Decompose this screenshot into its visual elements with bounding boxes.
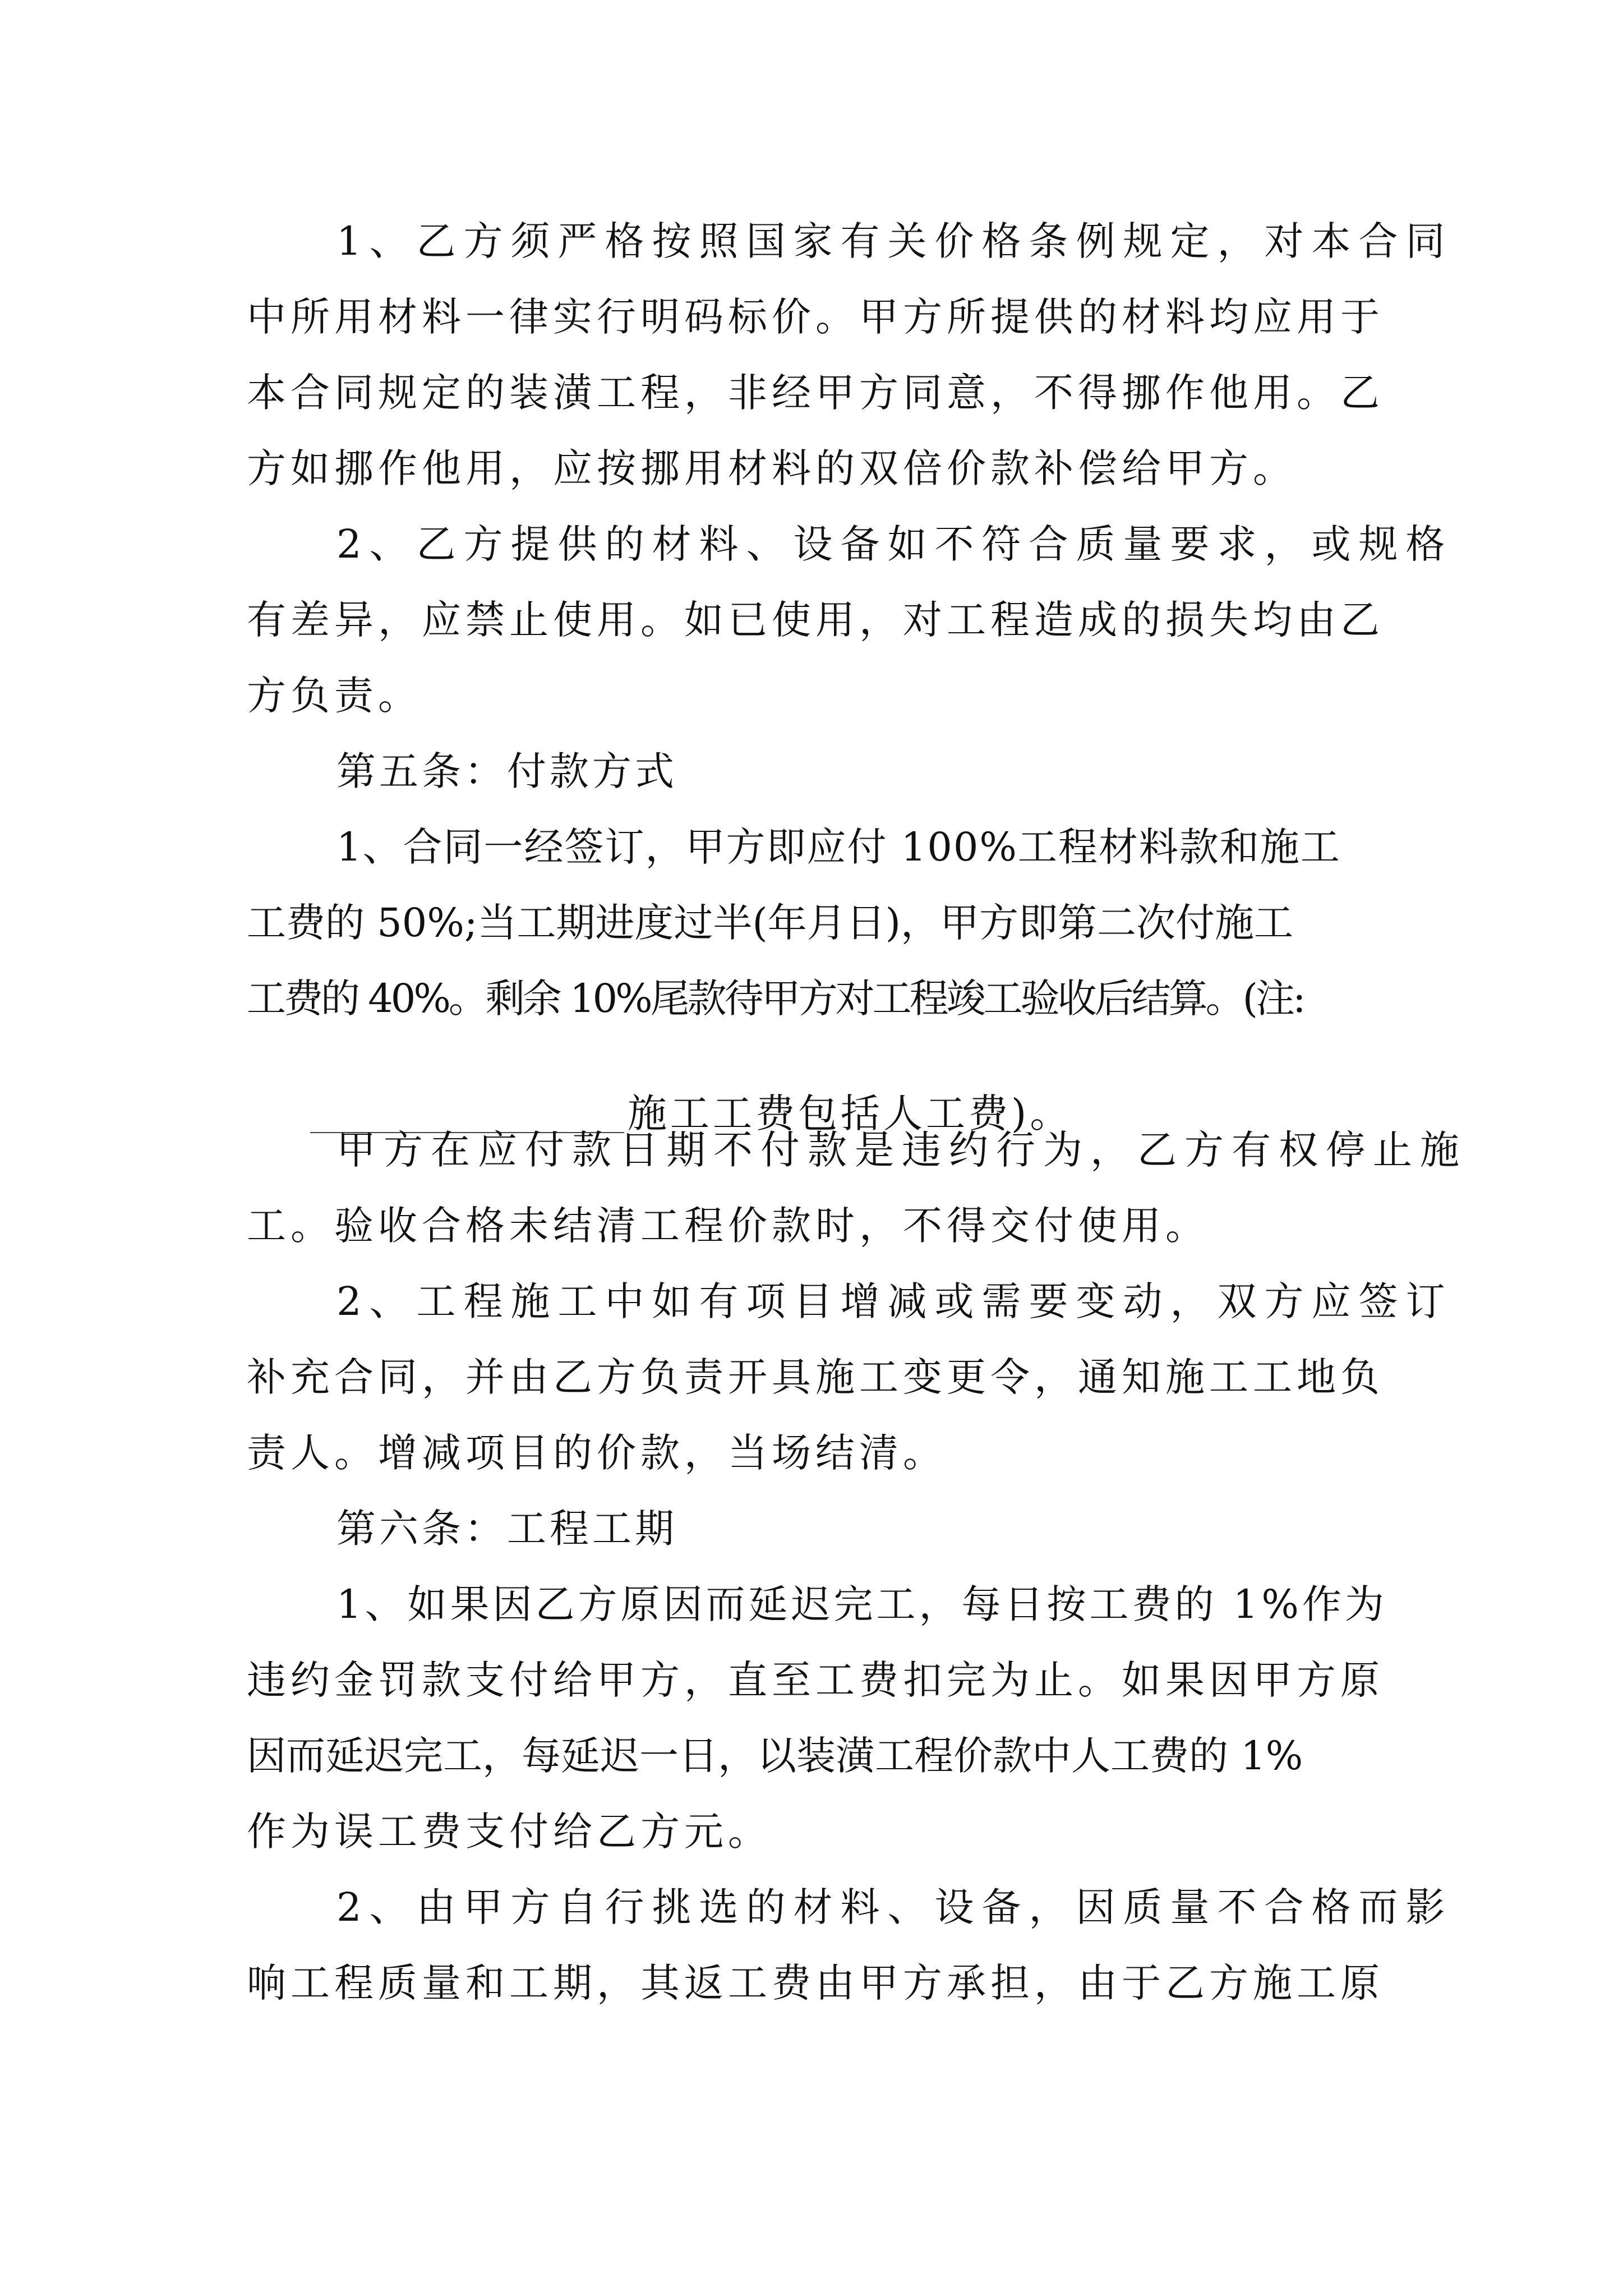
text-line-6: 有差异，应禁止使用。如已使用，对工程造成的损失均由乙 [247, 597, 1384, 643]
text-line-4: 方如挪作他用，应按挪用材料的双倍价款补偿给甲方。 [247, 445, 1297, 491]
text-line-24: 响工程质量和工期，其返工费由甲方承担，由于乙方施工原 [247, 1960, 1384, 2006]
text-line-13: 甲方在应付款日期不付款是违约行为，乙方有权停止施 [336, 1127, 1467, 1173]
text-line-1: 1、乙方须严格按照国家有关价格条例规定，对本合同 [336, 218, 1453, 264]
section-heading-schedule: 第六条：工程工期 [336, 1506, 677, 1552]
text-line-22: 作为误工费支付给乙方元。 [247, 1809, 772, 1855]
text-line-2: 中所用材料一律实行明码标价。甲方所提供的材料均应用于 [247, 294, 1384, 340]
text-line-7: 方负责。 [247, 673, 422, 719]
text-line-23: 2、由甲方自行挑选的材料、设备，因质量不合格而影 [336, 1884, 1453, 1930]
text-line-10: 工费的 50%;当工期进度过半(年月日)，甲方即第二次付施工 [247, 900, 1294, 946]
text-line-3: 本合同规定的装潢工程，非经甲方同意，不得挪作他用。乙 [247, 370, 1384, 416]
text-line-15: 2、工程施工中如有项目增减或需要变动，双方应签订 [336, 1278, 1453, 1324]
text-line-19: 1、如果因乙方原因而延迟完工，每日按工费的 1%作为 [336, 1581, 1387, 1627]
text-line-21: 因而延迟完工，每延迟一日，以装潢工程价款中人工费的 1% [247, 1733, 1303, 1779]
text-line-5: 2、乙方提供的材料、设备如不符合质量要求，或规格 [336, 521, 1453, 567]
text-line-12: 施工工费包括人工费)。 [628, 1091, 1073, 1137]
text-line-9: 1、合同一经签订，甲方即应付 100%工程材料款和施工 [336, 824, 1341, 870]
text-line-14: 工。验收合格未结清工程价款时，不得交付使用。 [247, 1203, 1209, 1249]
text-line-16: 补充合同，并由乙方负责开具施工变更令，通知施工工地负 [247, 1354, 1384, 1400]
text-line-11: 工费的 40%。剩余 10%尾款待甲方对工程竣工验收后结算。(注: [247, 976, 1304, 1022]
text-line-17: 责人。增减项目的价款，当场结清。 [247, 1430, 947, 1476]
text-line-20: 违约金罚款支付给甲方，直至工费扣完为止。如果因甲方原 [247, 1657, 1384, 1703]
section-heading-payment: 第五条：付款方式 [336, 748, 677, 794]
